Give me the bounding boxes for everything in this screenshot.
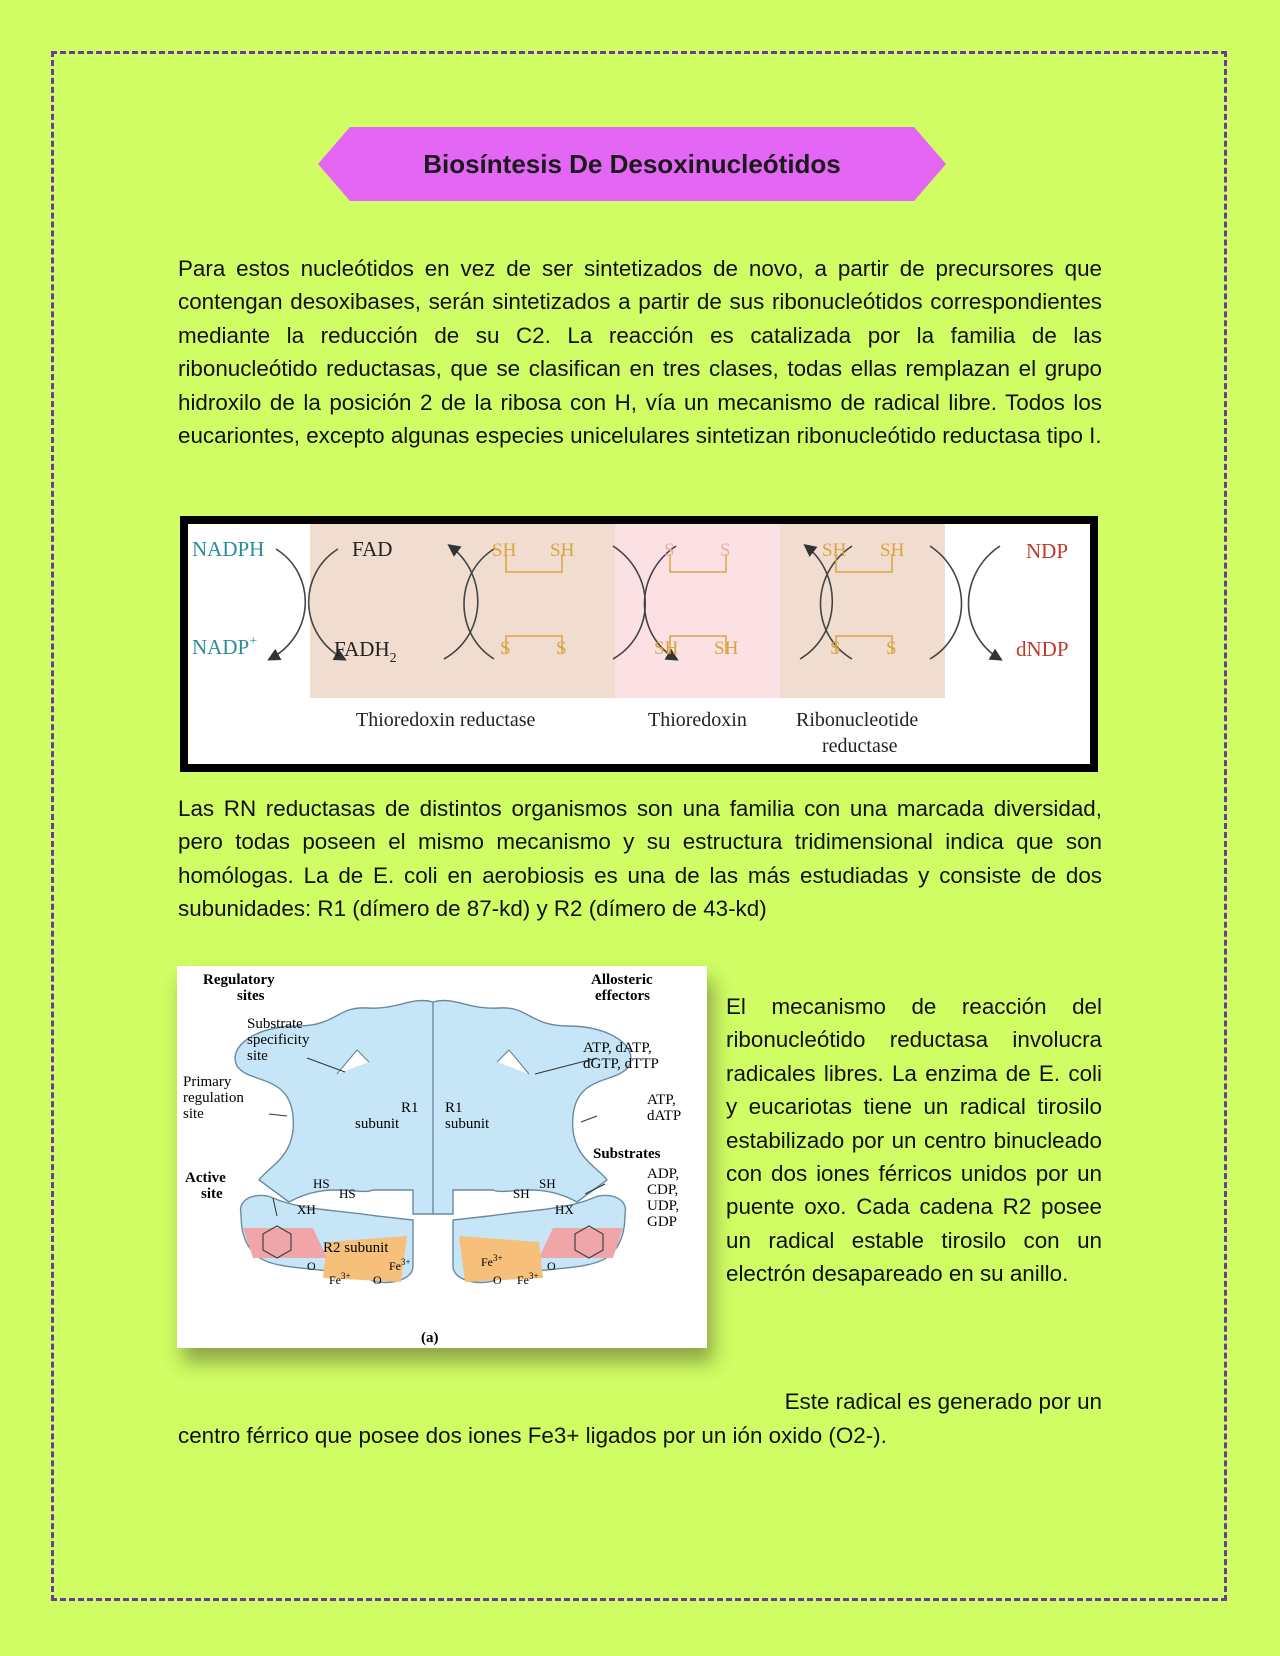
- o-label: O: [307, 1259, 316, 1273]
- primary-reg-3: site: [183, 1106, 204, 1122]
- enzyme-figure: [177, 966, 707, 1348]
- sh-label: SH: [550, 540, 575, 561]
- o-label: O: [373, 1273, 382, 1287]
- paragraph-intro: Para estos nucleótidos en vez de ser sintetizados de novo, a partir de precursores que contengan desoxibases, serán sintetizados a partir de sus ribonucleótidos correspondientes mediante la reducción de su C2. La reacción es catalizada por la familia de las ribonucleótido reductasas, que se clasifican en tres clases, todas ellas remplazan el grupo hidroxilo de la posición 2 de la ribosa con H, vía un mecanismo de radical libre. Todos los eucariontes, excepto algunas especies unicelulares sintetizan ribonucleótido reductasa tipo I.: [178, 256, 1102, 449]
- thioredoxin-reductase-label: Thioredoxin reductase: [356, 709, 536, 731]
- arrow-ndp: [969, 546, 1001, 659]
- hs-label: HS: [339, 1186, 356, 1201]
- o-label: O: [493, 1273, 502, 1287]
- rnr-box: [780, 524, 945, 698]
- fadh2-label: $FADH_2$: [334, 637, 397, 666]
- substrate-adp: ADP,: [647, 1166, 680, 1182]
- s-label: S: [556, 638, 567, 659]
- page-title: Biosíntesis De Desoxinucleótidos: [423, 148, 841, 179]
- nadph-label: NADPH: [192, 537, 265, 561]
- hx-label: HX: [555, 1202, 574, 1217]
- r1-label-left: R1: [401, 1100, 419, 1116]
- substrate-spec-1: Substrate: [247, 1016, 303, 1032]
- hs-label: HS: [313, 1176, 330, 1191]
- regulatory-sites-2: sites: [237, 988, 265, 1004]
- substrate-gdp: GDP: [647, 1214, 678, 1230]
- substrate-udp: UDP,: [647, 1198, 680, 1214]
- dndp-label: dNDP: [1016, 637, 1069, 661]
- s-label: S: [720, 540, 731, 561]
- atp-datp-2: dGTP, dTTP: [583, 1056, 659, 1072]
- o-label: O: [547, 1259, 556, 1273]
- atp-datp-1: ATP, dATP,: [583, 1040, 652, 1056]
- primary-reg-2: regulation: [183, 1090, 244, 1106]
- fe-label: $Fe^{3+}$: [481, 1253, 503, 1269]
- thioredoxin-label: Thioredoxin: [648, 709, 747, 731]
- figure-caption: (a): [421, 1330, 439, 1346]
- r1-label-right: R1: [445, 1100, 463, 1116]
- subunit-label-left: subunit: [355, 1116, 400, 1132]
- allosteric-1: Allosteric: [591, 972, 653, 988]
- primary-reg-1: Primary: [183, 1074, 232, 1090]
- allosteric-2: effectors: [595, 988, 650, 1004]
- substrate-spec-2: specificity: [247, 1032, 310, 1048]
- r2-subunit-label: R2 subunit: [323, 1240, 389, 1256]
- regulatory-sites-1: Regulatory: [203, 972, 275, 988]
- reaction-diagram: [180, 516, 1098, 772]
- ndp-label: NDP: [1026, 539, 1069, 563]
- fad-label: FAD: [352, 537, 393, 561]
- substrates-label: Substrates: [593, 1146, 661, 1162]
- sh-label: SH: [654, 638, 679, 659]
- fe-label: $Fe^{3+}$: [329, 1271, 351, 1287]
- s-label: S: [664, 540, 675, 561]
- sh-label: SH: [880, 540, 905, 561]
- substrate-cdp: CDP,: [647, 1182, 679, 1198]
- title-banner: [318, 127, 946, 201]
- fe-label: $Fe^{3+}$: [517, 1271, 539, 1287]
- arrow-nadph: [270, 549, 305, 659]
- paragraph-mechanism-tail-2: centro férrico que posee dos iones Fe3+ ligados por un ión oxido (O2-).: [178, 1423, 887, 1448]
- sh-label: SH: [539, 1176, 556, 1191]
- s-label: S: [830, 638, 841, 659]
- fe-label: $Fe^{3+}$: [389, 1257, 411, 1273]
- datp-1: dATP: [647, 1108, 682, 1124]
- active-site-2: site: [201, 1186, 223, 1202]
- sh-label: SH: [714, 638, 739, 659]
- s-label: S: [500, 638, 511, 659]
- s-label: S: [886, 638, 897, 659]
- paragraph-mechanism-tail-1: Este radical es generado por un: [784, 1389, 1102, 1414]
- paragraph-mechanism: El mecanismo de reacción del ribonucleótido reductasa involucra radicales libres. La enzima de E. coli y eucariotas tiene un radical tirosilo estabilizado por un centro binucleado con dos iones férricos unidos por un puente oxo. Cada cadena R2 posee un radical estable tirosilo con un electrón desapareado en su anillo.: [726, 994, 1102, 1287]
- xh-label: XH: [297, 1202, 316, 1217]
- paragraph-rn-reductases: Las RN reductasas de distintos organismos son una familia con una marcada diversidad, pero todas poseen el mismo mecanismo y su estructura tridimensional indica que son homólogas. La de E. coli en aerobiosis es una de las más estudiadas y consiste de dos subunidades: R1 (dímero de 87-kd) y R2 (dímero de 43-kd): [178, 796, 1102, 922]
- nadp-label: NADP+: [192, 634, 258, 659]
- substrate-spec-3: site: [247, 1048, 268, 1064]
- rnr-label-2: reductase: [822, 735, 898, 757]
- sh-label: SH: [822, 540, 847, 561]
- atp-1: ATP,: [647, 1092, 676, 1108]
- subunit-label-right: subunit: [445, 1116, 490, 1132]
- sh-label: SH: [513, 1186, 530, 1201]
- sh-label: SH: [492, 540, 517, 561]
- rnr-label-1: Ribonucleotide: [796, 709, 919, 731]
- active-site-1: Active: [185, 1170, 226, 1186]
- thioredoxin-box: [615, 524, 780, 698]
